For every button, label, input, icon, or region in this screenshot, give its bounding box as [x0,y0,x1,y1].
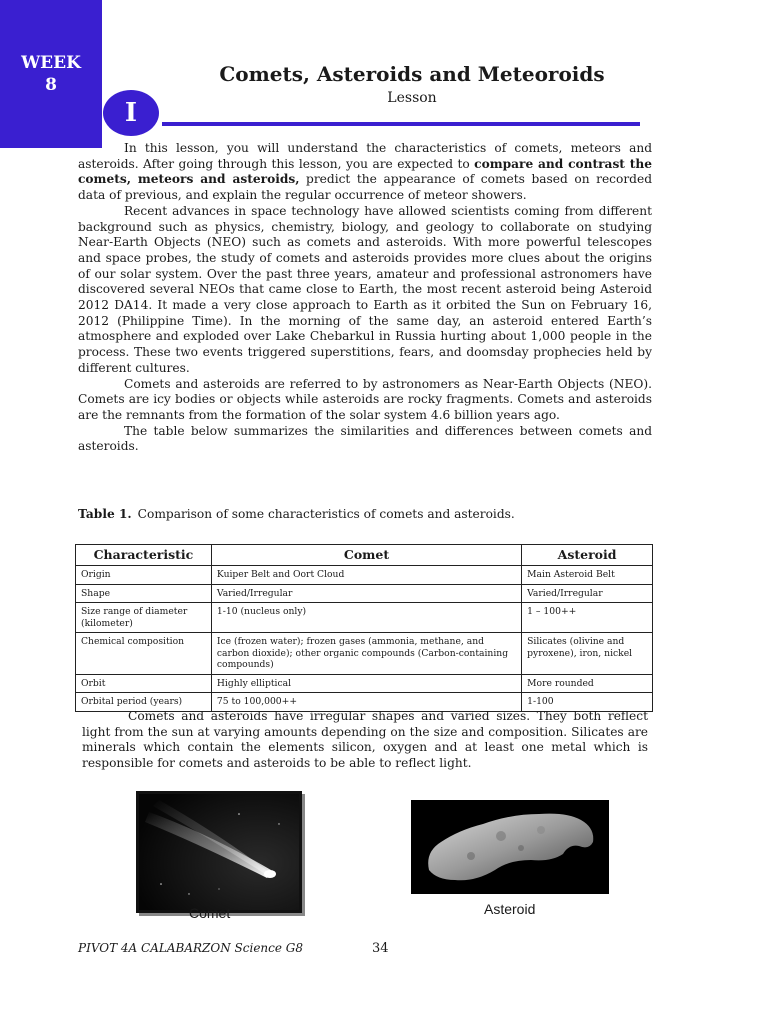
title-rule-divider [162,122,640,126]
table-caption-text: Comparison of some characteristics of comets and asteroids. [137,507,515,521]
section-numeral-badge: I [103,90,159,136]
intro-p1-objective: compare and contrast the comets, meteors and asteroids, [78,156,652,187]
table-cell: Ice (frozen water); frozen gases (ammonia, methane, and carbon dioxide); other organic compounds (Carbon-containing compounds) [211,633,521,675]
table-cell: Origin [76,566,212,585]
table-header-comet: Comet [211,545,521,566]
table-header-row [76,545,653,566]
table-cell: Size range of diameter (kilometer) [76,603,212,633]
table-header-asteroid: Asteroid [522,545,653,566]
table-caption-label: Table 1. [78,507,132,521]
table-cell: 75 to 100,000++ [211,693,521,712]
table-cell: More rounded [522,674,653,693]
lesson-subtitle: Lesson [387,90,437,106]
table-cell: 1-100 [522,693,653,712]
intro-paragraph-4: The table below summarizes the similarities and differences between comets and asteroids. [78,423,652,454]
table-cell: Orbit [76,674,212,693]
after-table-paragraph: Comets and asteroids have irregular shapes and varied sizes. They both reflect light from the sun at varying amounts depending on the size and composition. Silicates are minerals which contain the elements silicon, oxygen and at least one metal which is responsible for comets and asteroids to be able to reflect light. [82,709,648,771]
table-cell: Varied/Irregular [211,584,521,603]
intro-paragraph-1 [78,141,652,204]
asteroid-photo [411,800,609,894]
footer-source: PIVOT 4A CALABARZON Science G8 [78,941,303,955]
intro-p1-end: predict the appearance of comets based on recorded data of previous, and explain the regular occurrence of meteor showers. [78,172,652,203]
table-cell: Chemical composition [76,633,212,675]
table-row [76,674,653,693]
table-cell: 1 – 100++ [522,603,653,633]
table-cell: Orbital period (years) [76,693,212,712]
intro-paragraph-2: Recent advances in space technology have allowed scientists coming from different background such as physics, chemistry, biology, and geology to collaborate on studying Near-Earth Objects (NEO) such as comets and asteroids. With more powerful telescopes and space probes, the study of comets and asteroids provides more clues about the origins of our solar system. Over the past three years, amateur and professional astronomers have discovered several NEOs that came close to Earth, the most recent asteroid being Asteroid 2012 DA14. It made a very close approach to Earth as it orbited the Sun on February 16, 2012 (Philippine Time). In the morning of the same day, an asteroid entered Earth’s atmosphere and exploded over Lake Chebarkul in Russia hurting about 1,000 people in the process. These two events triggered superstitions, fears, and doomsday prophecies held by different cultures. [78,203,652,375]
table-row [76,633,653,675]
table-cell: Main Asteroid Belt [522,566,653,585]
intro-p1-start: In this lesson, you will understand the characteristics of comets, meteors and asteroids. After going through this lesson, you are expected to [78,141,652,171]
intro-paragraph-3: Comets and asteroids are referred to by astronomers as Near-Earth Objects (NEO). Comets are icy bodies or objects while asteroids are rocky fragments. Comets and asteroids are the remnants from the formation of the solar system 4.6 billion years ago. [78,376,652,422]
table-header-characteristic: Characteristic [76,545,212,566]
table-cell: Silicates (olivine and pyroxene), iron, nickel [522,633,653,675]
asteroid-caption: Asteroid [484,901,536,917]
after-table-text [82,709,648,772]
comparison-table [75,544,653,712]
table-caption [78,507,652,521]
lesson-body [78,141,652,455]
table-cell: 1-10 (nucleus only) [211,603,521,633]
comet-caption: Comet [189,905,231,921]
lesson-title: Comets, Asteroids and Meteoroids [219,62,605,86]
week-number: 8 [45,75,57,95]
table-cell: Highly elliptical [211,674,521,693]
table-cell: Kuiper Belt and Oort Cloud [211,566,521,585]
comet-photo [136,791,302,913]
table-row [76,584,653,603]
week-tab [0,0,102,148]
table-row [76,603,653,633]
page-number: 34 [372,941,389,956]
week-label: WEEK [21,53,81,73]
table-cell: Shape [76,584,212,603]
table-row [76,566,653,585]
table-cell: Varied/Irregular [522,584,653,603]
